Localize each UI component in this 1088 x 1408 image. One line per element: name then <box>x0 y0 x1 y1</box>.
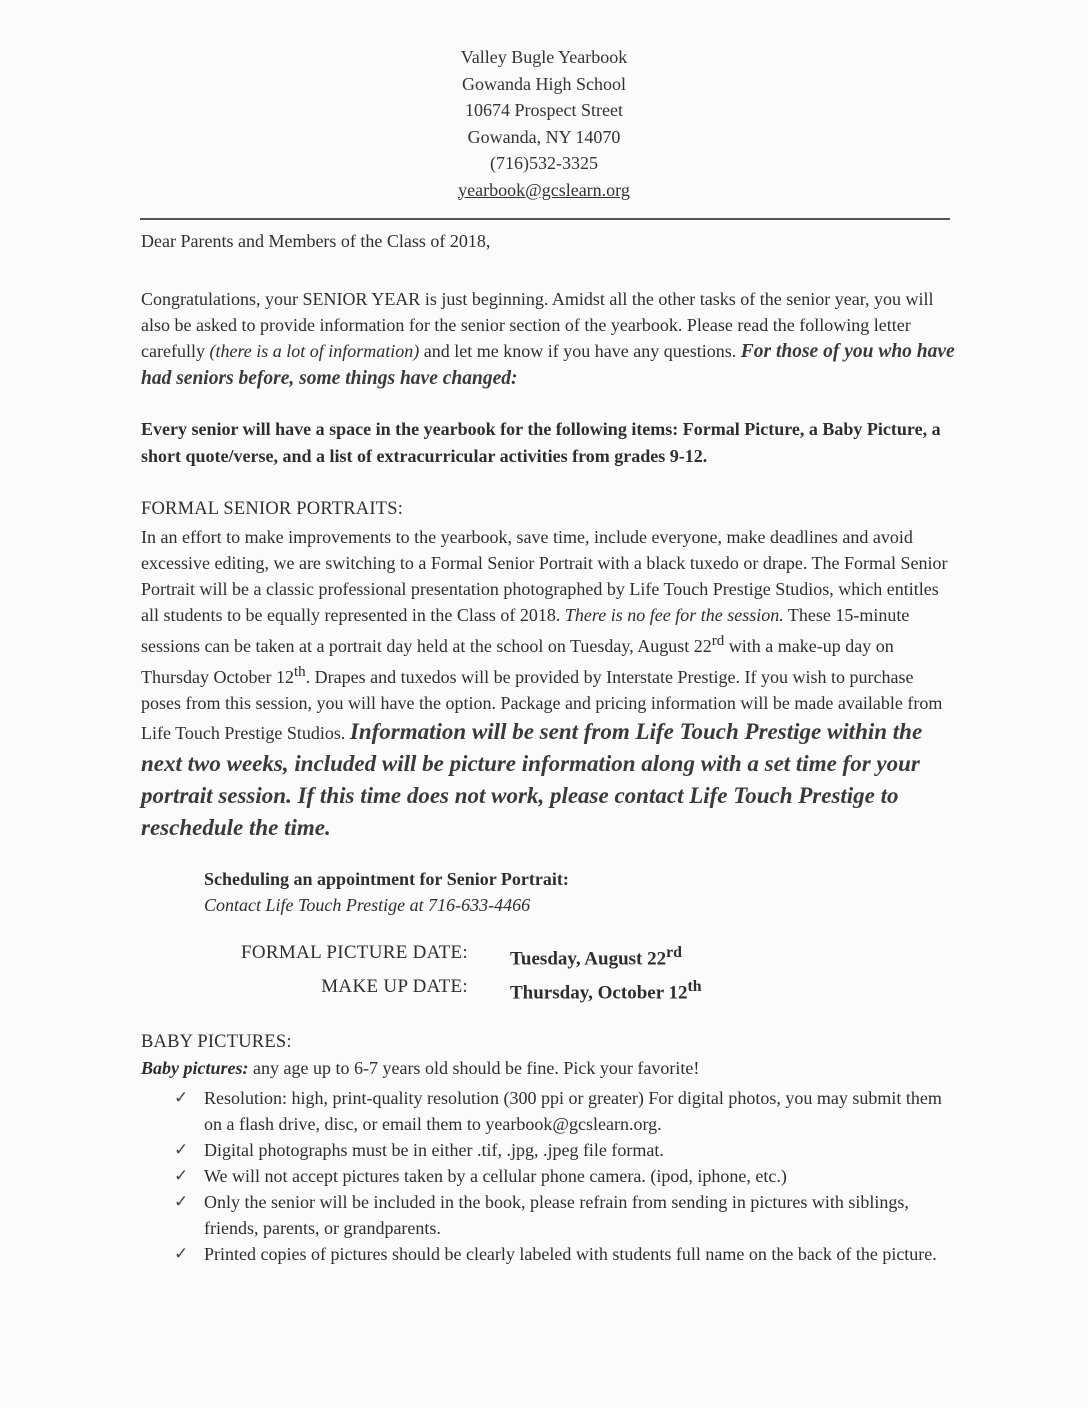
schedule-contact: Contact Life Touch Prestige at 716-633-4466 <box>204 895 531 915</box>
list-item-text: Resolution: high, print-quality resolution (300 ppi or greater) For digital photos, you may submit them on a flash drive, disc, or email them to yearbook@gcslearn.org. <box>204 1087 942 1134</box>
baby-requirements-list <box>141 1085 956 1267</box>
formal-date-label: FORMAL PICTURE DATE: <box>241 942 468 963</box>
letterhead <box>0 44 1088 203</box>
makeup-date-value <box>468 974 768 1006</box>
checkmark-icon: ✓ <box>174 1191 189 1211</box>
letterhead-city: Gowanda, NY 14070 <box>467 126 621 147</box>
letter-body <box>141 228 956 1267</box>
list-item-text: We will not accept pictures taken by a cellular phone camera. (ipod, iphone, etc.) <box>204 1165 787 1186</box>
baby-intro <box>141 1055 956 1081</box>
formal-text-e: . Drapes and tuxedos will be provided by Interstate Prestige. If you wish to purchase poses from this session, you will have the option. Package and pricing information will be made available from Life Touch Prestige Studios. <box>141 667 943 743</box>
header-divider <box>140 218 950 220</box>
list-item <box>174 1163 956 1189</box>
checkmark-icon: ✓ <box>174 1165 189 1185</box>
checkmark-icon: ✓ <box>174 1243 189 1263</box>
intro-text-a: Congratulations, your SENIOR YEAR is just beginning. Amidst all the other tasks of the senior year, you will also be asked to provide information for the senior section of the yearbook. Please read the following letter carefully <box>141 289 934 361</box>
schedule-block <box>204 866 956 918</box>
formal-sup-2: th <box>293 664 306 680</box>
letterhead-phone: (716)532-3325 <box>490 153 598 173</box>
list-item <box>174 1137 956 1163</box>
list-item-text: Digital photographs must be in either .tif, .jpg, .jpeg file format. <box>204 1139 664 1160</box>
salutation: Dear Parents and Members of the Class of 2018, <box>141 231 491 251</box>
formal-sup-1: rd <box>711 633 725 649</box>
list-item <box>174 1241 956 1267</box>
formal-text-a: In an effort to make improvements to the yearbook, save time, include everyone, make deadlines and avoid excessive editing, we are switching to a Formal Senior Portrait with a black tuxedo or drape. The Formal Senior Portrait will be a classic professional presentation photographed by Life Touch Prestige Studios, which entitles all students to be equally represented in the Class of 2018. <box>141 527 948 625</box>
intro-text-b: (there is a lot of information) <box>209 341 420 361</box>
letterhead-street: 10674 Prospect Street <box>465 100 623 120</box>
makeup-date-text: Thursday, October 12 <box>510 982 688 1004</box>
letterhead-email: yearbook@gcslearn.org <box>458 179 630 200</box>
makeup-date-sup: th <box>687 978 702 996</box>
list-item-text: Printed copies of pictures should be clearly labeled with students full name on the back of the picture. <box>204 1243 937 1264</box>
letterhead-school: Gowanda High School <box>462 73 626 94</box>
formal-paragraph <box>141 524 956 844</box>
dates-table <box>204 940 956 1007</box>
letterhead-org: Valley Bugle Yearbook <box>460 47 628 67</box>
items-paragraph: Every senior will have a space in the yearbook for the following items: Formal Picture, a Baby Picture, a short quote/verse, and a list of extracurricular activities from grades 9-12. <box>141 419 941 466</box>
formal-date-sup: rd <box>666 944 682 961</box>
formal-date-value <box>468 940 768 972</box>
list-item-text: Only the senior will be included in the book, please refrain from sending in pictures with siblings, friends, parents, or grandparents. <box>204 1191 909 1238</box>
schedule-title: Scheduling an appointment for Senior Portrait: <box>204 869 569 889</box>
intro-paragraph <box>141 286 956 392</box>
makeup-date-label: MAKE UP DATE: <box>321 976 468 998</box>
checkmark-icon: ✓ <box>174 1087 189 1107</box>
baby-heading: BABY PICTURES: <box>141 1031 292 1052</box>
formal-text-c: These 15-minute sessions can be taken at a portrait day held at the school on Tuesday, August 22 <box>141 605 910 656</box>
formal-text-d: with a make-up day on Thursday October 12 <box>141 636 894 687</box>
formal-text-b: There is no fee for the session. <box>564 605 784 625</box>
formal-text-f: Information will be sent from Life Touch Prestige within the next two weeks, included will be picture information along with a set time for your portrait session. If this time does not work, please contact Life Touch Prestige to reschedule the time. <box>141 719 923 840</box>
formal-heading: FORMAL SENIOR PORTRAITS: <box>141 499 404 519</box>
formal-date-text: Tuesday, August 22 <box>510 948 667 970</box>
checkmark-icon: ✓ <box>174 1139 189 1159</box>
intro-text-c: and let me know if you have any questions. <box>419 341 741 361</box>
baby-intro-text: any age up to 6-7 years old should be fine. Pick your favorite! <box>248 1057 700 1078</box>
list-item <box>174 1085 956 1137</box>
list-item <box>174 1189 956 1241</box>
intro-text-d: For those of you who have had seniors before, some things have changed: <box>141 341 955 389</box>
baby-intro-label: Baby pictures: <box>141 1057 249 1078</box>
